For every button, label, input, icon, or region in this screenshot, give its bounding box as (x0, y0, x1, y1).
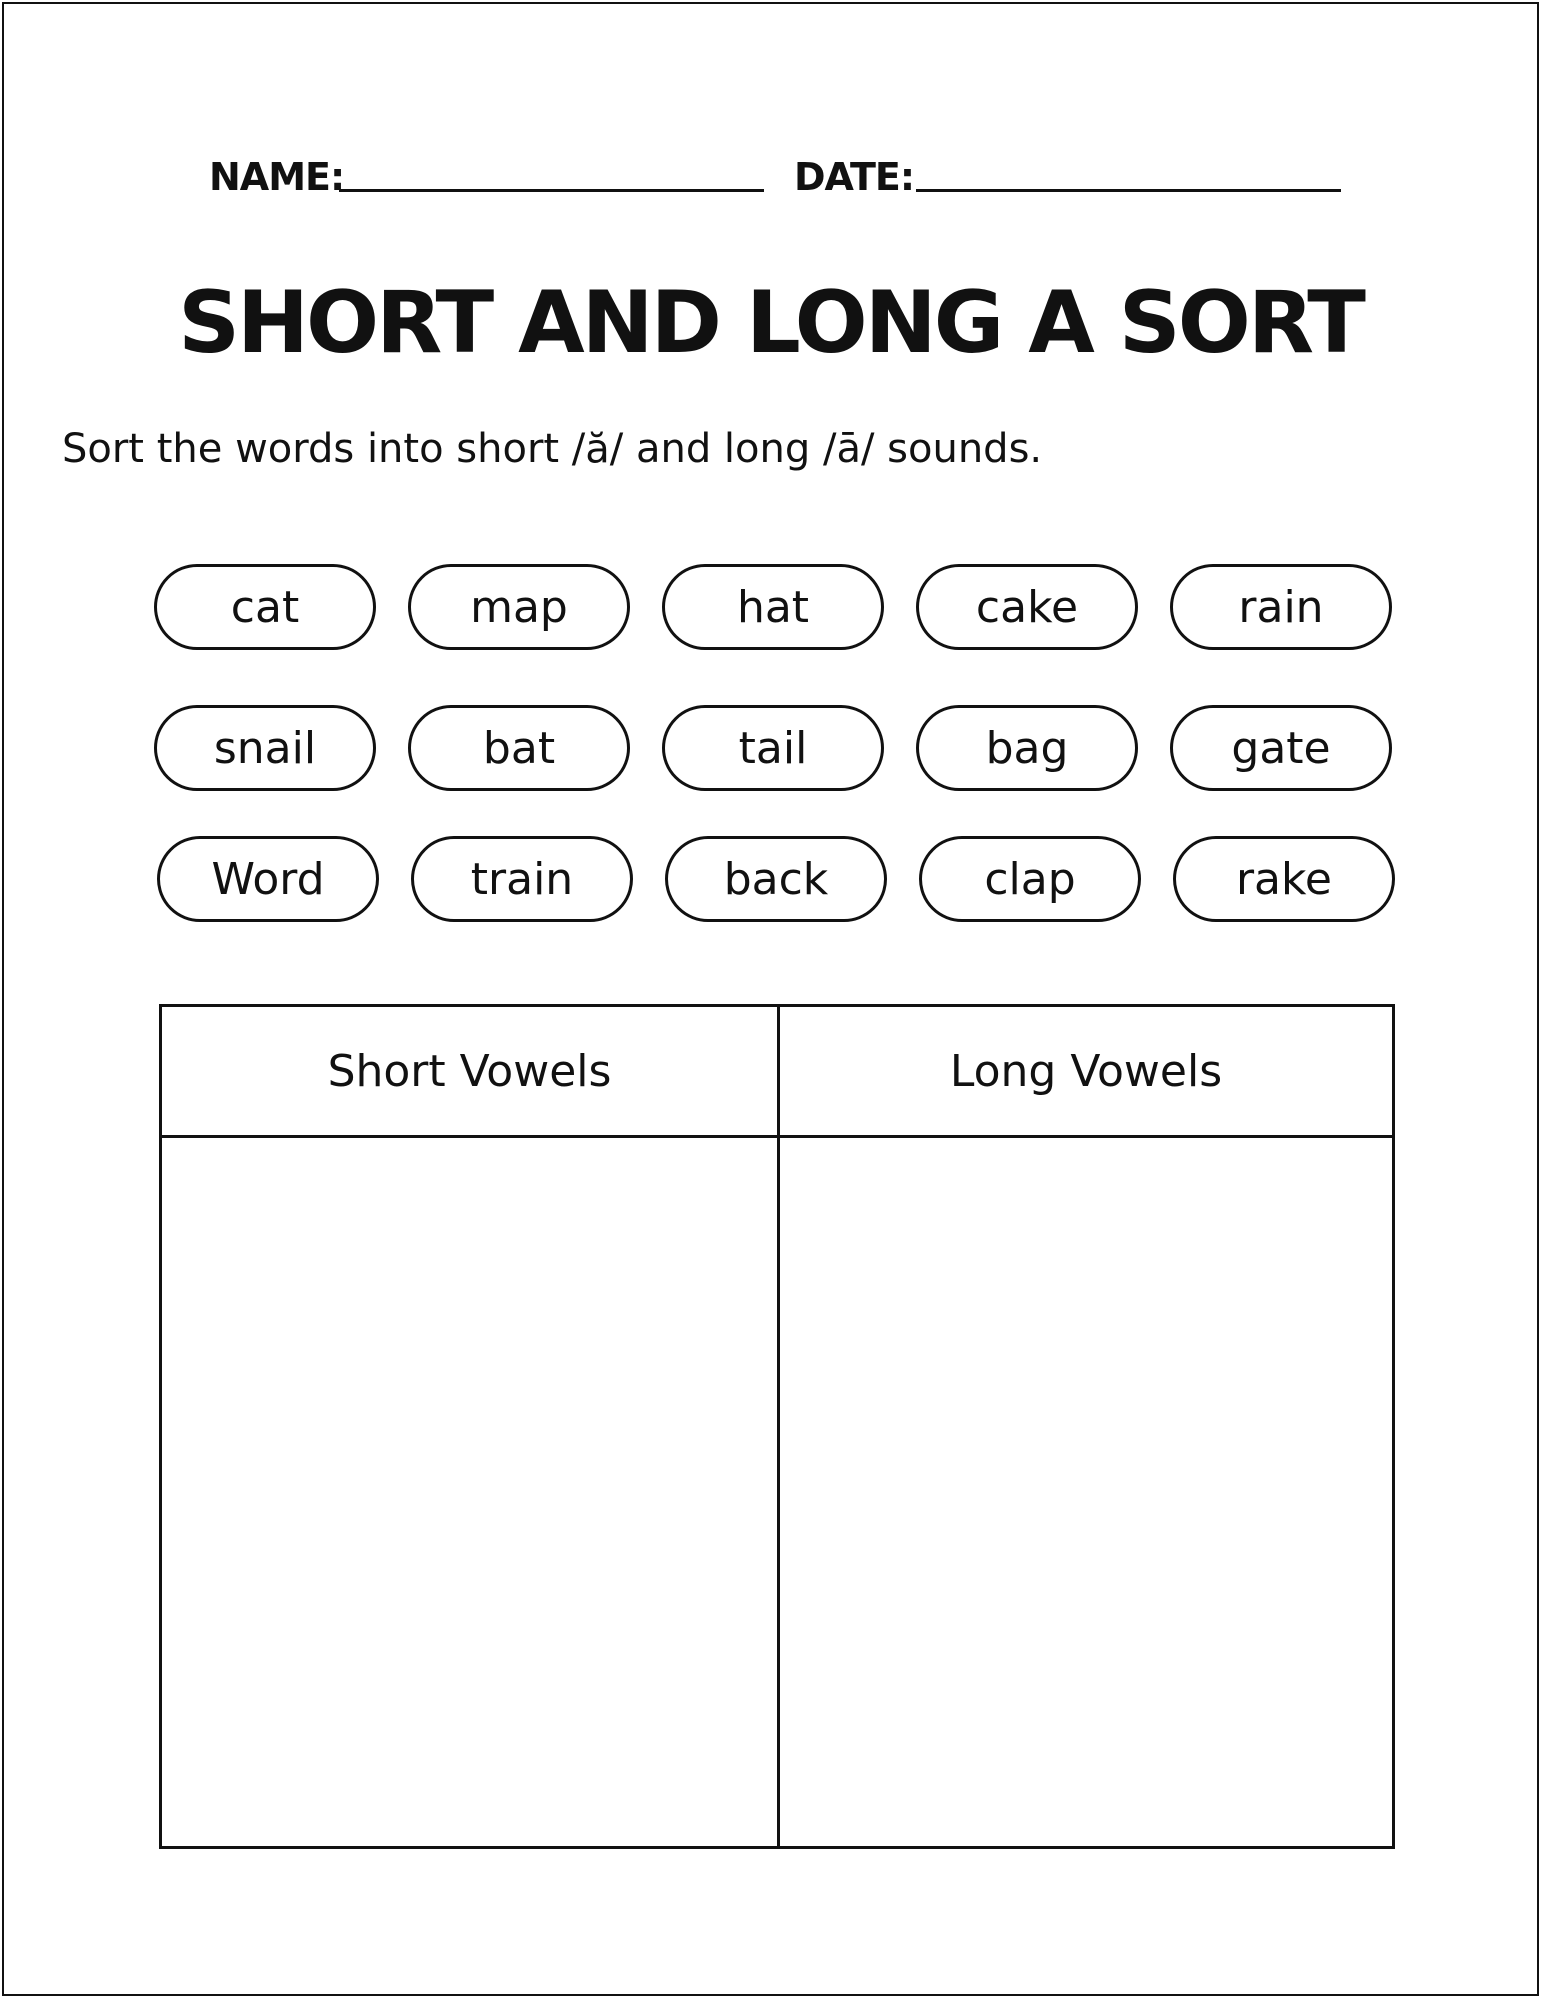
word-card[interactable]: tail (662, 705, 884, 791)
word-card[interactable]: bat (408, 705, 630, 791)
long-vowels-header: Long Vowels (949, 1045, 1223, 1097)
word-card[interactable]: map (408, 564, 630, 650)
word-card[interactable]: bag (916, 705, 1138, 791)
short-vowels-header: Short Vowels (327, 1045, 612, 1097)
word-bank-row (157, 836, 1399, 928)
instructions-text: Sort the words into short /ă/ and long /ā/ sounds. (62, 426, 1043, 472)
long-vowels-column[interactable] (780, 1138, 1392, 1846)
word-bank-row (154, 564, 1399, 656)
name-field[interactable] (339, 189, 764, 192)
date-label: DATE: (794, 155, 915, 199)
page-title: SHORT AND LONG A SORT (178, 273, 1363, 373)
word-card[interactable]: snail (154, 705, 376, 791)
word-card[interactable]: hat (662, 564, 884, 650)
name-label: NAME: (209, 155, 345, 199)
worksheet-page (2, 2, 1539, 1996)
word-card[interactable]: cat (154, 564, 376, 650)
word-card[interactable]: train (411, 836, 633, 922)
short-vowels-column[interactable] (162, 1138, 777, 1846)
word-bank-row (154, 705, 1399, 797)
word-card[interactable]: gate (1170, 705, 1392, 791)
word-card[interactable]: back (665, 836, 887, 922)
word-card[interactable]: cake (916, 564, 1138, 650)
word-card[interactable]: rake (1173, 836, 1395, 922)
header-row (4, 152, 1537, 202)
word-card[interactable]: clap (919, 836, 1141, 922)
word-card[interactable]: Word (157, 836, 379, 922)
sort-table (159, 1004, 1395, 1849)
word-card[interactable]: rain (1170, 564, 1392, 650)
word-bank (154, 564, 1399, 977)
date-field[interactable] (916, 189, 1341, 192)
